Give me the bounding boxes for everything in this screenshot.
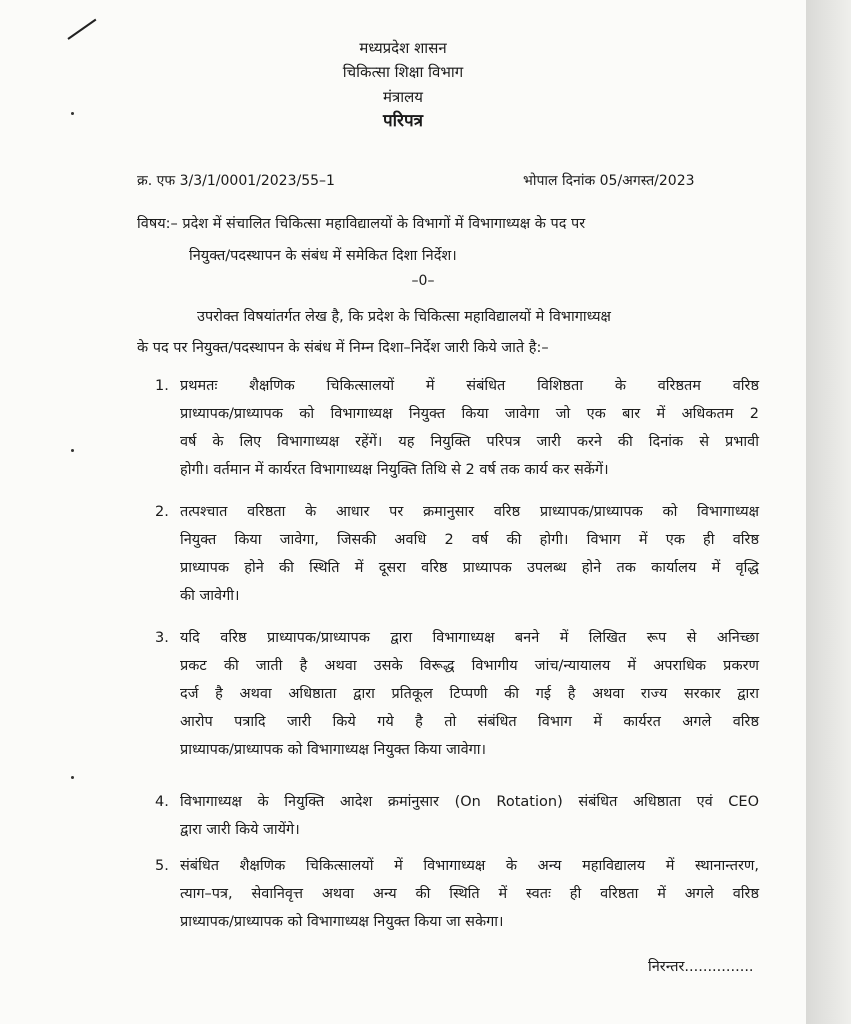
margin-dot <box>71 449 74 452</box>
point-line: तत्पश्चात वरिष्ठता के आधार पर क्रमानुसार वरिष्ठ प्राध्यापक/प्राध्यापक को विभागाध्यक्ष <box>180 504 759 520</box>
header-ministry: मंत्रालय <box>382 88 423 106</box>
point-line: की जावेगी। <box>180 588 240 604</box>
point-number: 5. <box>155 858 169 874</box>
point-line: यदि वरिष्ठ प्राध्यापक/प्राध्यापक द्वारा विभागाध्यक्ष बनने में लिखित रूप से अनिच्छा <box>180 630 759 646</box>
intro-line-1: उपरोक्त विषयांतर्गत लेख है, कि प्रदेश के चिकित्सा महाविद्यालयों मे विभागाध्यक्ष <box>197 309 611 325</box>
subject-line-1: प्रदेश में संचालित चिकित्सा महाविद्यालयों के विभागों में विभागाध्यक्ष के पद पर <box>182 216 586 232</box>
header-department: चिकित्सा शिक्षा विभाग <box>342 63 464 81</box>
point-number: 3. <box>155 630 169 646</box>
point-line: प्रथमतः शैक्षणिक चिकित्सालयों में संबंधित विशिष्ठता के वरिष्ठतम वरिष्ठ <box>180 378 759 394</box>
point-line: प्राध्यापक/प्राध्यापक को विभागाध्यक्ष नियुक्त किया जावेगा जो एक बार में अधिकतम 2 <box>180 406 759 422</box>
point-number: 2. <box>155 504 169 520</box>
point-5 <box>137 852 759 936</box>
intro-line-2: के पद पर नियुक्त/पदस्थापन के संबंध में निम्न दिशा–निर्देश जारी किये जाते है:– <box>137 340 549 356</box>
point-line: प्राध्यापक/प्राध्यापक को विभागाध्यक्ष नियुक्त किया जावेगा। <box>180 742 487 758</box>
subject <box>137 208 757 272</box>
continued-marker: निरन्तर............... <box>648 959 754 975</box>
point-line: दर्ज है अथवा अधिष्ठाता द्वारा प्रतिकूल टिप्पणी की गई है अथवा राज्य सरकार द्वारा <box>180 686 759 702</box>
point-line: संबंधित शैक्षणिक चिकित्सालयों में विभागाध्यक्ष के अन्य महाविद्यालय में स्थानान्तरण, <box>180 858 759 874</box>
point-line: प्रकट की जाती है अथवा उसके विरूद्ध विभागीय जांच/न्यायालय में अपराधिक प्रकरण <box>180 658 759 674</box>
point-line: द्वारा जारी किये जायेंगे। <box>180 822 300 838</box>
margin-dot <box>71 776 74 779</box>
reference-number: क्र. एफ 3/3/1/0001/2023/55–1 <box>137 173 335 189</box>
point-1 <box>137 372 759 484</box>
point-3 <box>137 624 759 764</box>
point-2 <box>137 498 759 610</box>
point-line: वर्ष के लिए विभागाध्यक्ष रहेंगें। यह नियुक्ति परिपत्र जारी करने की दिनांक से प्रभावी <box>180 434 759 450</box>
header-circular: परिपत्र <box>382 111 424 131</box>
point-4 <box>137 788 759 844</box>
point-number: 1. <box>155 378 169 394</box>
point-line: प्राध्यापक/प्राध्यापक को विभागाध्यक्ष नियुक्त किया जा सकेगा। <box>180 914 504 930</box>
point-line: आरोप पत्रादि जारी किये गये है तो संबंधित विभाग में कार्यरत अगले वरिष्ठ <box>180 714 759 730</box>
intro-paragraph <box>137 302 759 364</box>
point-line: त्याग–पत्र, सेवानिवृत्त अथवा अन्य की स्थिति में स्वतः ही वरिष्ठता में अगले वरिष्ठ <box>180 886 759 902</box>
subject-label: विषय:– <box>137 216 178 232</box>
place-date: भोपाल दिनांक 05/अगस्त/2023 <box>523 173 695 189</box>
subject-line-2: नियुक्त/पदस्थापन के संबंध में समेकित दिशा निर्देश। <box>189 248 457 264</box>
header-government: मध्यप्रदेश शासन <box>359 39 447 57</box>
page-edge <box>806 0 851 1024</box>
point-line: नियुक्त किया जावेगा, जिसकी अवधि 2 वर्ष की होगी। विभाग में एक ही वरिष्ठ <box>180 532 759 548</box>
point-line: होगी। वर्तमान में कार्यरत विभागाध्यक्ष नियुक्ति तिथि से 2 वर्ष तक कार्य कर सकेंगें। <box>180 462 609 478</box>
point-line: प्राध्यापक होने की स्थिति में दूसरा वरिष्ठ प्राध्यापक उपलब्ध होने तक कार्यालय में वृद्धि <box>180 560 759 576</box>
point-line: विभागाध्यक्ष के नियुक्ति आदेश क्रमांनुसार (On Rotation) संबंधित अधिष्ठाता एवं CEO <box>180 794 759 810</box>
point-number: 4. <box>155 794 169 810</box>
separator: –0– <box>411 273 435 289</box>
